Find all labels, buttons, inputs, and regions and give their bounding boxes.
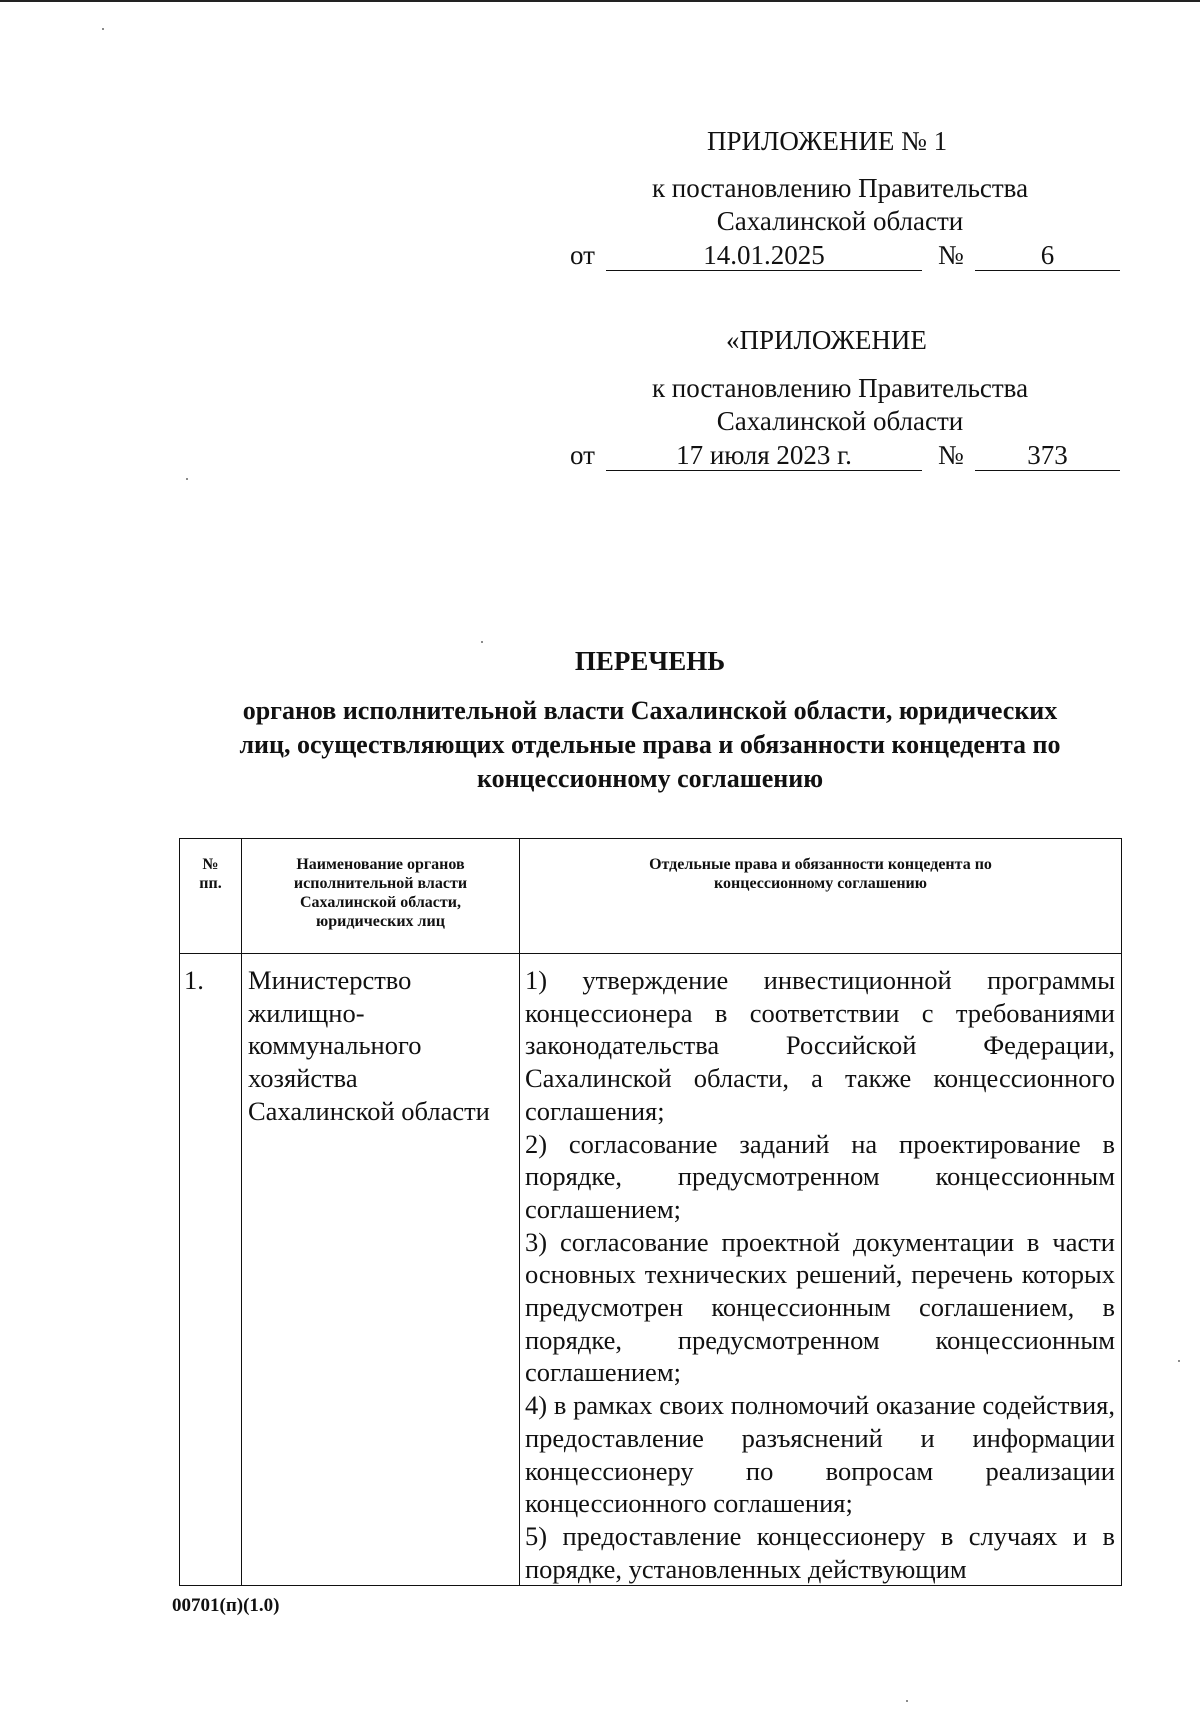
scan-speck [906, 1700, 908, 1702]
appendix-date: 14.01.2025 [606, 240, 922, 271]
org-line: Сахалинской области [248, 1095, 490, 1126]
appendix-from-label: от [570, 240, 595, 270]
appendix-title: ПРИЛОЖЕНИЕ № 1 [707, 126, 948, 156]
table-header-row [180, 839, 1122, 954]
row-rights [520, 954, 1122, 1586]
header-number [180, 839, 242, 954]
original-appendix-title: «ПРИЛОЖЕНИЕ [726, 325, 927, 355]
table-row [180, 954, 1122, 1586]
row-organization [242, 954, 520, 1586]
header-rights-line1: Отдельные права и обязанности концедента по [649, 856, 992, 873]
scan-speck [102, 28, 104, 30]
org-line: хозяйства [248, 1063, 358, 1094]
header-rights-line2: концессионному соглашению [714, 875, 927, 892]
original-appendix-reference-line1: к постановлению Правительства [651, 373, 1029, 403]
appendix-reference [600, 172, 1080, 238]
appendix-number-label: № [938, 240, 964, 270]
original-appendix-reference [600, 372, 1080, 438]
header-organization-line4: юридических лиц [316, 913, 445, 930]
header-organization-line3: Сахалинской области, [300, 894, 461, 911]
appendix-reference-line2: Сахалинской области [716, 206, 964, 236]
document-subtitle-line1: органов исполнительной власти Сахалинской области, юридических [242, 696, 1058, 725]
header-organization [242, 839, 520, 954]
document-subtitle-line3: концессионному соглашению [476, 764, 824, 793]
rights-item: 3) согласование проектной документации в части основных технических решений, перечень которых предусмотрен концессионным соглашением, в порядке, предусмотренном концессионным соглашением; [525, 1226, 1115, 1388]
rights-item: 1) утверждение инвестиционной программы концессионера в соответствии с требованиями законодательства Российской Федерации, Сахалинской области, а также концессионного соглашения; [525, 965, 1115, 1126]
original-appendix-from-label: от [570, 440, 595, 470]
scan-speck [481, 641, 483, 643]
org-line: жилищно- [248, 997, 365, 1028]
rights-item: 5) предоставление концессионеру в случаях и в порядке, установленных действующим [525, 1520, 1115, 1584]
rights-item: 4) в рамках своих полномочий оказание содействия, предоставление разъяснений и информации концессионеру по вопросам реализации концессионного соглашения; [525, 1390, 1115, 1519]
row-number: 1. [180, 954, 242, 1586]
header-organization-line2: исполнительной власти [293, 875, 468, 892]
header-organization-line1: Наименование органов [296, 856, 465, 873]
rights-item: 2) согласование заданий на проектирование в порядке, предусмотренном концессионным соглашением; [525, 1128, 1115, 1224]
original-appendix-reference-line2: Сахалинской области [716, 406, 964, 436]
document-title: ПЕРЕЧЕНЬ [574, 646, 726, 676]
org-line: коммунального [248, 1030, 422, 1061]
header-number-line1: № [202, 856, 219, 873]
scan-edge-line [0, 0, 1200, 2]
appendix-reference-line1: к постановлению Правительства [651, 173, 1029, 203]
document-subtitle-line2: лиц, осуществляющих отдельные права и обязанности концедента по [239, 730, 1061, 759]
original-appendix-date: 17 июля 2023 г. [606, 440, 922, 471]
header-number-line2: пп. [199, 875, 222, 892]
original-appendix-number: 373 [975, 440, 1120, 471]
appendix-number: 6 [975, 240, 1120, 271]
document-subtitle [150, 694, 1150, 796]
org-line: Министерство [248, 965, 412, 995]
scan-speck [186, 478, 188, 480]
scan-speck [1178, 1360, 1180, 1362]
header-rights [520, 839, 1122, 954]
appendix-date-row [570, 240, 1120, 274]
form-code: 00701(п)(1.0) [172, 1595, 280, 1616]
original-appendix-number-label: № [938, 440, 964, 470]
concession-table [179, 838, 1122, 1586]
original-appendix-date-row [570, 440, 1120, 474]
